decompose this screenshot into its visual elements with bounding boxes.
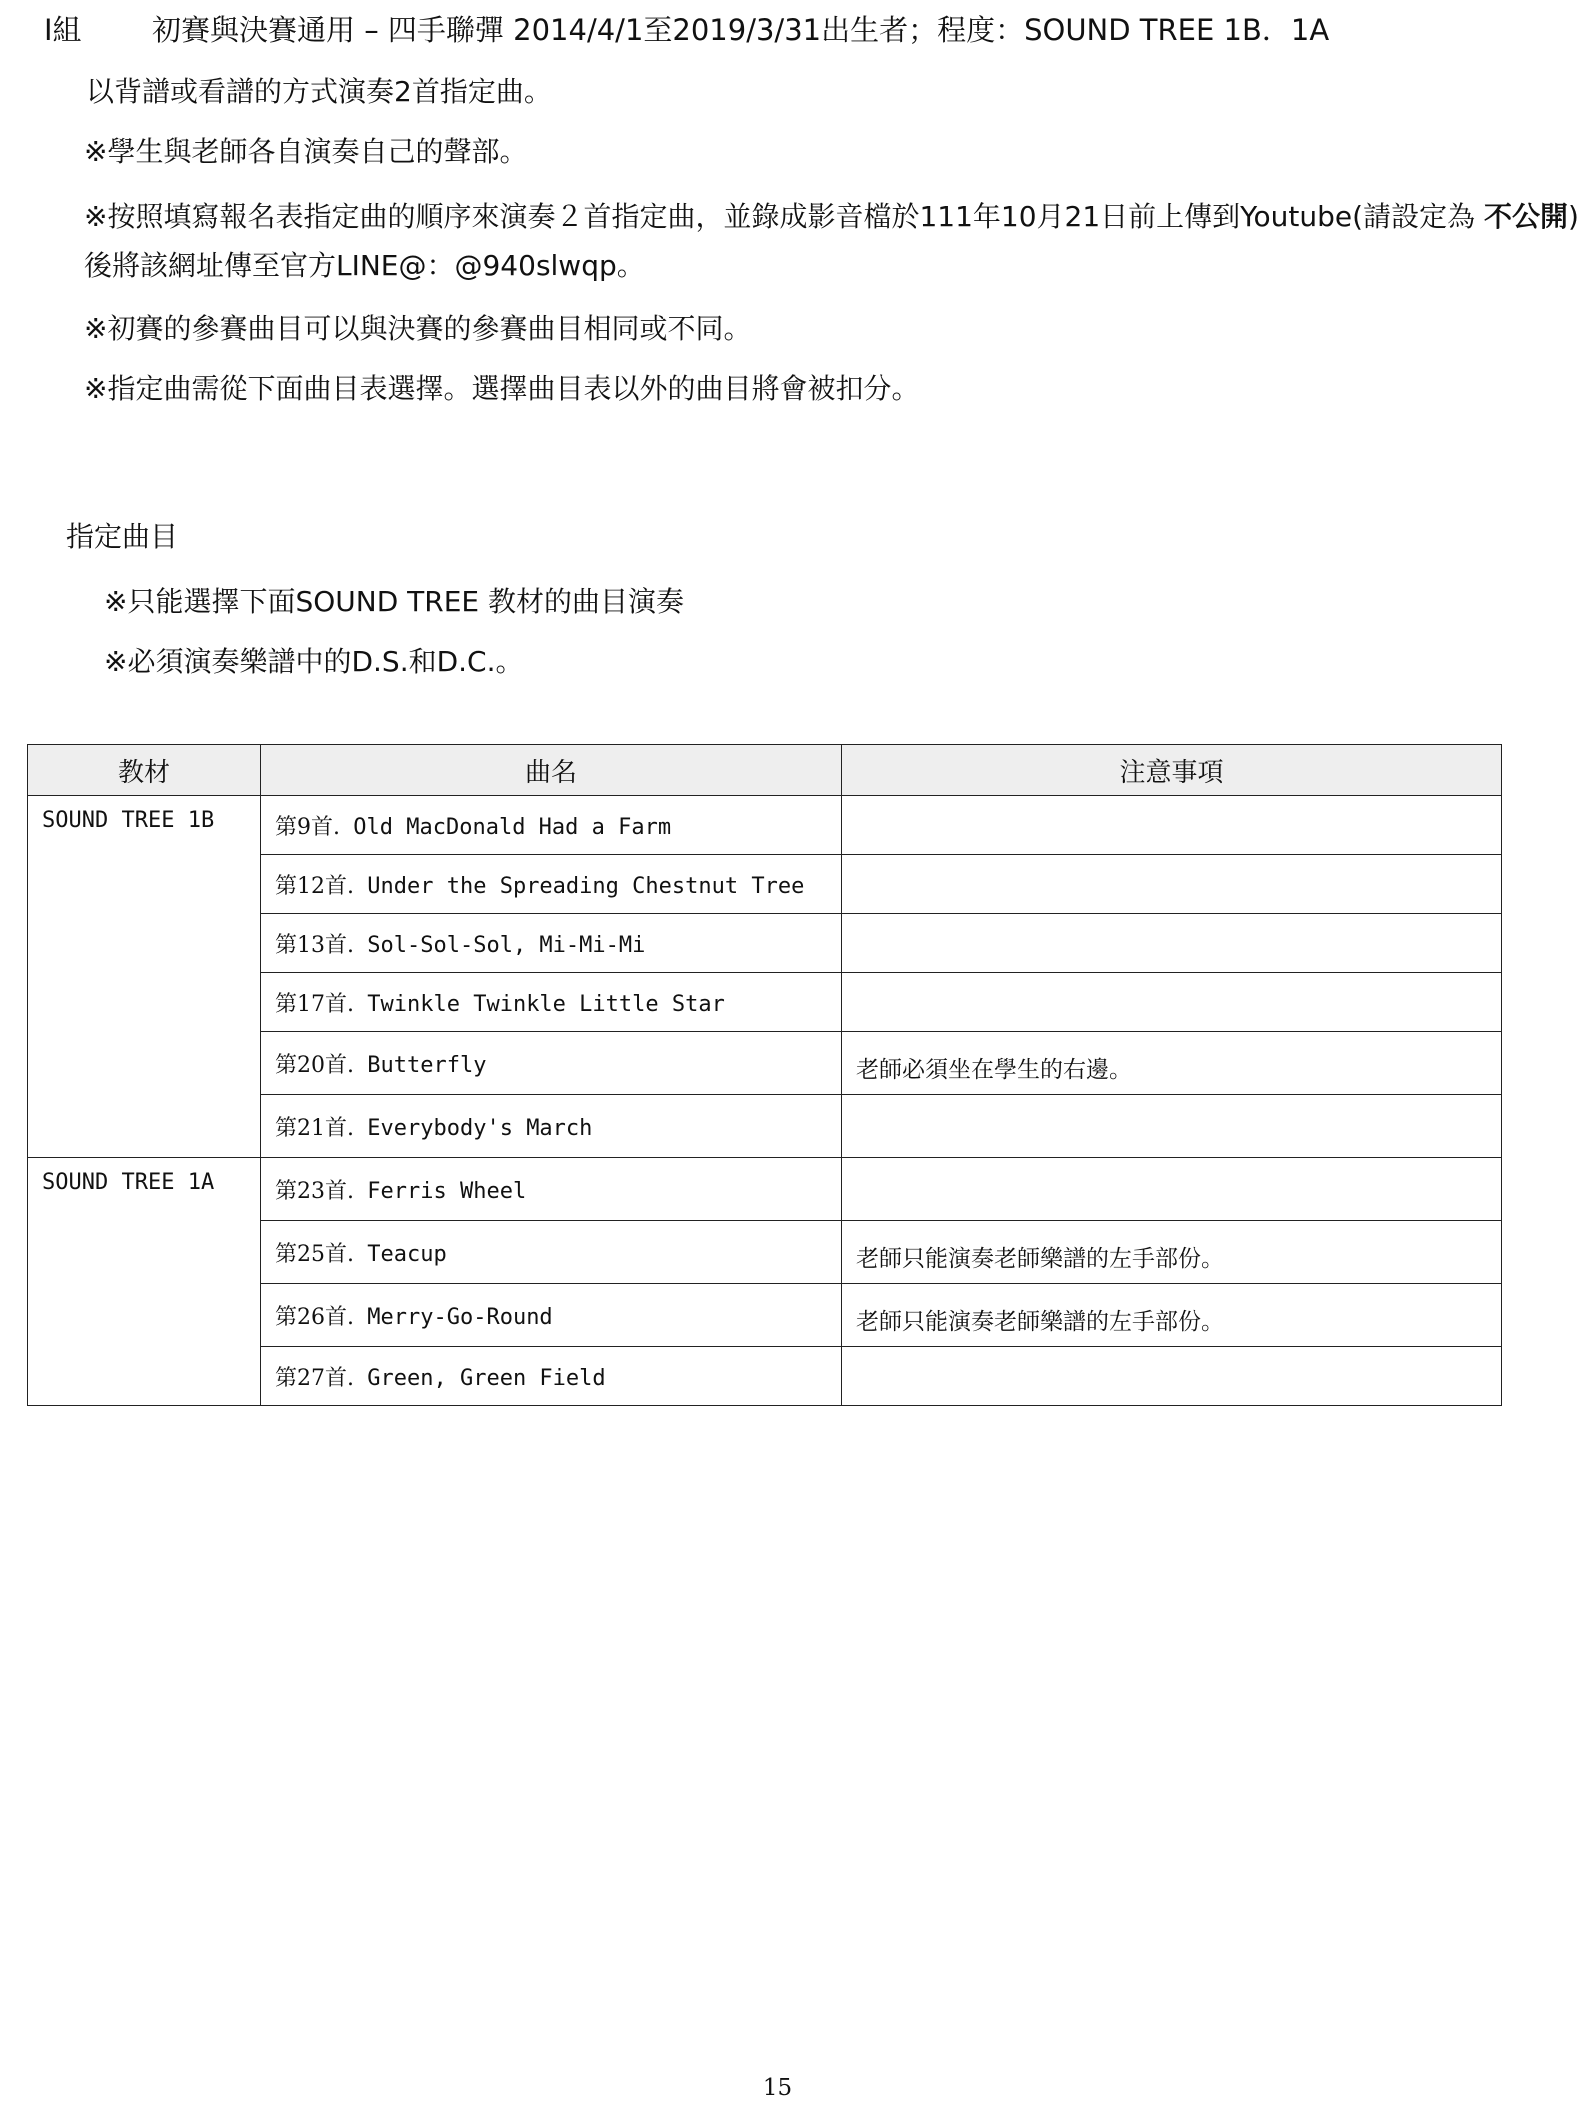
song-number: 第25首. [275, 1241, 354, 1267]
song-number: 第20首. [275, 1052, 354, 1078]
header-note: 注意事項 [842, 745, 1502, 796]
heading-text: 初賽與決賽通用 – 四手聯彈 2014/4/1至2019/3/31出生者；程度：SOUND TREE 1B．1A [152, 13, 1330, 47]
instruction-line-4: ※初賽的參賽曲目可以與決賽的參賽曲目相同或不同。 [84, 312, 752, 345]
song-cell [261, 1095, 842, 1158]
unlisted-emphasis: 不公開 [1483, 200, 1568, 233]
song-title: Twinkle Twinkle Little Star [367, 991, 725, 1017]
group-label: I組 [44, 13, 82, 47]
note-cell [842, 796, 1502, 855]
note-cell: 老師只能演奏老師樂譜的左手部份。 [842, 1221, 1502, 1284]
note-cell [842, 1158, 1502, 1221]
note-cell [842, 1347, 1502, 1406]
song-number: 第23首. [275, 1178, 354, 1204]
header-song: 曲名 [261, 745, 842, 796]
page-number: 15 [762, 2075, 793, 2101]
note-cell: 老師只能演奏老師樂譜的左手部份。 [842, 1284, 1502, 1347]
song-cell [261, 796, 842, 855]
note-cell [842, 973, 1502, 1032]
song-title: Sol-Sol-Sol, Mi-Mi-Mi [367, 932, 646, 958]
note-cell [842, 1095, 1502, 1158]
repertoire-title: 指定曲目 [66, 520, 179, 553]
instruction-line-2: ※學生與老師各自演奏自己的聲部。 [84, 135, 528, 168]
song-cell [261, 914, 842, 973]
instruction-line-3 [84, 195, 1579, 235]
song-title: Teacup [367, 1241, 447, 1267]
book-cell: SOUND TREE 1A [28, 1158, 261, 1406]
song-number: 第17首. [275, 991, 354, 1017]
note-cell [842, 914, 1502, 973]
instruction-line-3-pre: ※按照填寫報名表指定曲的順序來演奏２首指定曲，並錄成影音檔於111年10月21日前上傳到Youtube(請設定為 [84, 200, 1484, 233]
song-title: Old MacDonald Had a Farm [353, 814, 672, 840]
song-cell [261, 1347, 842, 1406]
instruction-line-1: 以背譜或看譜的方式演奏2首指定曲。 [86, 75, 552, 108]
song-cell [261, 855, 842, 914]
header-book: 教材 [28, 745, 261, 796]
table-row [28, 1158, 1502, 1221]
repertoire-table [27, 744, 1502, 1406]
note-cell [842, 855, 1502, 914]
song-cell [261, 973, 842, 1032]
section-heading [44, 8, 1329, 49]
song-cell [261, 1158, 842, 1221]
song-title: Under the Spreading Chestnut Tree [367, 873, 805, 899]
note-cell: 老師必須坐在學生的右邊。 [842, 1032, 1502, 1095]
song-number: 第9首. [275, 814, 340, 840]
song-number: 第21首. [275, 1115, 354, 1141]
instruction-line-5: ※指定曲需從下面曲目表選擇。選擇曲目表以外的曲目將會被扣分。 [84, 372, 920, 405]
instruction-line-3-post: ) [1568, 200, 1579, 233]
repertoire-note-1: ※只能選擇下面SOUND TREE 教材的曲目演奏 [104, 585, 685, 618]
song-cell [261, 1221, 842, 1284]
song-number: 第27首. [275, 1365, 354, 1391]
song-title: Everybody's March [367, 1115, 593, 1141]
table-row [28, 796, 1502, 855]
book-cell: SOUND TREE 1B [28, 796, 261, 1158]
song-title: Merry-Go-Round [367, 1304, 553, 1330]
song-number: 第26首. [275, 1304, 354, 1330]
song-title: Butterfly [367, 1052, 487, 1078]
table-header-row [28, 745, 1502, 796]
song-cell [261, 1284, 842, 1347]
song-cell [261, 1032, 842, 1095]
song-title: Ferris Wheel [367, 1178, 527, 1204]
song-number: 第13首. [275, 932, 354, 958]
instruction-line-3-continued: 後將該網址傳至官方LINE@：@940slwqp。 [84, 249, 645, 282]
song-number: 第12首. [275, 873, 354, 899]
song-title: Green, Green Field [367, 1365, 606, 1391]
repertoire-note-2: ※必須演奏樂譜中的D.S.和D.C.。 [104, 645, 524, 678]
